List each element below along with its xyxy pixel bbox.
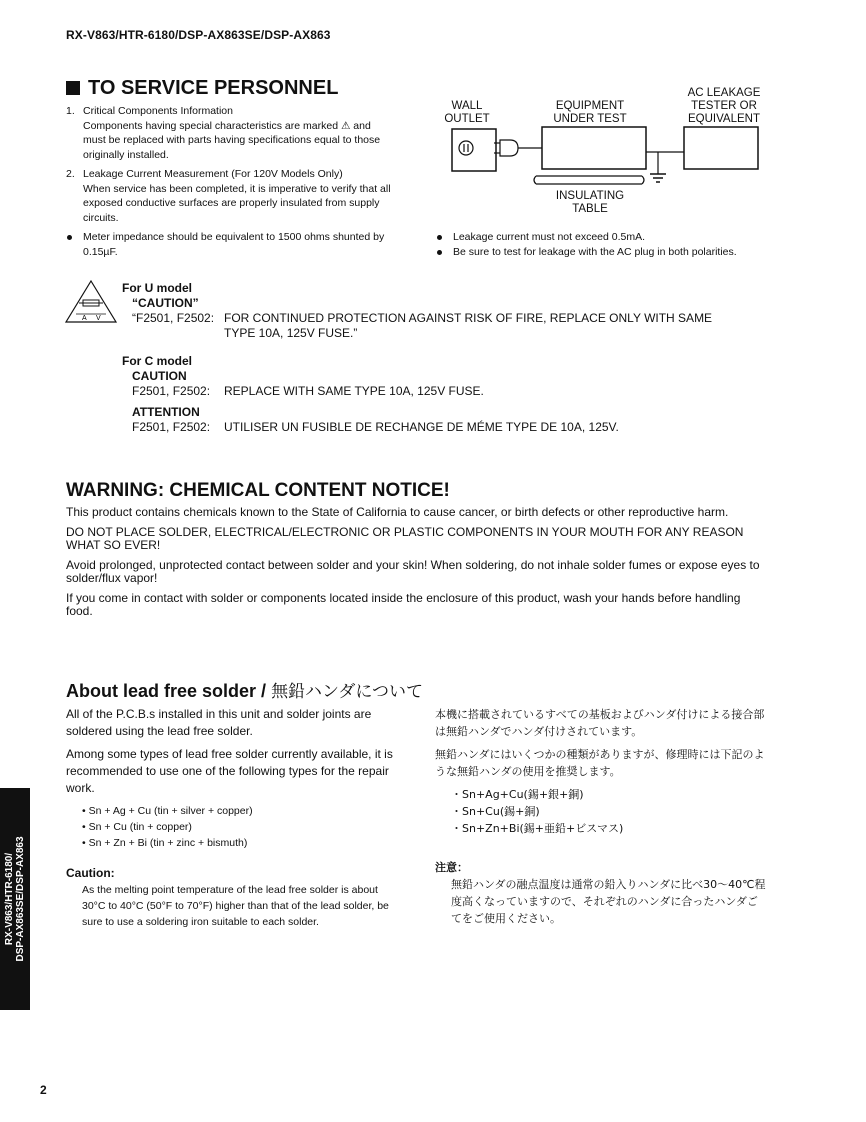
- lead-jp-paragraph: 無鉛ハンダにはいくつかの種類がありますが、修理時には下記のような無鉛ハンダの使用を推奨します。: [435, 748, 765, 778]
- equipment-label: EQUIPMENT UNDER TEST: [553, 100, 627, 125]
- leakage-note: Leakage current must not exceed 0.5mA.: [436, 230, 776, 245]
- lead-english-column: [66, 706, 396, 930]
- fuse-warning-icon: [64, 278, 118, 324]
- leakage-test-diagram: [436, 84, 776, 224]
- c-attention-label: ATTENTION: [132, 405, 200, 419]
- list-item: 2. Leakage Current Measurement (For 120V Models Only) When service has been completed, it is imperative to verify that all exposed conductive surfaces are properly insulated from supply circuits.: [66, 168, 391, 224]
- page-number: 2: [40, 1083, 47, 1097]
- document-model-header: RX-V863/HTR-6180/DSP-AX863SE/DSP-AX863: [66, 28, 331, 42]
- list-item: • Sn + Ag + Cu (tin + silver + copper): [82, 803, 396, 819]
- list-item: ・Sn+Zn+Bi(錫+亜鉛+ビスマス): [451, 822, 624, 835]
- leakage-note: Be sure to test for leakage with the AC plug in both polarities.: [436, 245, 776, 260]
- warning-paragraph: If you come in contact with solder or components located inside the enclosure of this product, wash your hands before handling food.: [66, 590, 741, 618]
- lead-caution-title: Caution:: [66, 866, 115, 880]
- list-item: • Sn + Zn + Bi (tin + zinc + bismuth): [82, 835, 396, 851]
- lead-en-paragraph: All of the P.C.B.s installed in this unit and solder joints are soldered using the lead free solder.: [66, 707, 372, 738]
- c-caution-label: CAUTION: [132, 369, 187, 383]
- fuse-caution-block: [122, 281, 782, 435]
- lead-en-paragraph: Among some types of lead free solder currently available, it is recommended to use one of the following types for the repair work.: [66, 747, 393, 795]
- warning-body: [66, 506, 766, 625]
- solder-types-list: [66, 803, 396, 851]
- list-item: ・Sn+Ag+Cu(錫+銀+銅): [451, 788, 584, 801]
- c-model-heading: For C model: [122, 354, 193, 368]
- list-item: 1. Critical Components Information Components having special characteristics are marked ⚠ and must be replaced with parts having specifications equal to those originally installed.: [66, 105, 381, 161]
- lead-caution-text: As the melting point temperature of the lead free solder is about 30°C to 40°C (50°F to 70°F) higher than that of the lead solder, be sure to use a soldering iron suitable to each solder.: [82, 884, 389, 928]
- c-fuse-row-fr: F2501, F2502: UTILISER UN FUSIBLE DE RECHANGE DE MÉME TYPE DE 10A, 125V.: [132, 420, 619, 434]
- leakage-diagram-drawing: [436, 84, 776, 224]
- meter-impedance-note: Meter impedance should be equivalent to 1500 ohms shunted by 0.15µF.: [66, 230, 396, 259]
- insulating-table-label: INSULATING TABLE: [555, 190, 625, 215]
- u-caution-label: “CAUTION”: [132, 296, 199, 310]
- u-fuse-row: “F2501, F2502: FOR CONTINUED PROTECTION AGAINST RISK OF FIRE, REPLACE ONLY WITH SAME TYPE 10A, 125V FUSE.”: [132, 311, 713, 340]
- warning-paragraph: This product contains chemicals known to the State of California to cause cancer, or birth defects or other reproductive harm.: [66, 505, 729, 519]
- list-item: ・Sn+Cu(錫+銅): [451, 805, 540, 818]
- svg-text:V: V: [96, 315, 101, 322]
- wall-outlet-label: WALL OUTLET: [444, 100, 490, 125]
- warning-paragraph: DO NOT PLACE SOLDER, ELECTRICAL/ELECTRONIC OR PLASTIC COMPONENTS IN YOUR MOUTH FOR ANY REASON WHAT SO EVER!: [66, 524, 744, 552]
- solder-types-list-jp: [435, 786, 767, 837]
- warning-title: WARNING: CHEMICAL CONTENT NOTICE!: [66, 480, 450, 501]
- service-instructions: [66, 104, 396, 259]
- list-item: • Sn + Cu (tin + copper): [82, 819, 396, 835]
- lead-free-title: About lead free solder / 無鉛ハンダについて: [66, 681, 424, 702]
- u-model-heading: For U model: [122, 281, 193, 295]
- lead-japanese-column: [435, 706, 767, 927]
- leakage-notes: [436, 230, 776, 259]
- square-bullet-icon: [66, 81, 80, 95]
- side-model-tab: RX-V863/HTR-6180/ DSP-AX863SE/DSP-AX863: [0, 788, 30, 1010]
- tester-label: AC LEAKAGE TESTER OR EQUIVALENT: [687, 87, 761, 125]
- lead-jp-paragraph: 本機に搭載されているすべての基板およびハンダ付けによる接合部は無鉛ハンダでハンダ付けされています。: [435, 708, 765, 738]
- svg-text:A: A: [82, 315, 87, 322]
- lead-jp-caution-text: 無鉛ハンダの融点温度は通常の鉛入りハンダに比べ30〜40℃程度高くなっていますので、それぞれのハンダに合ったハンダごてをご使用ください。: [451, 878, 766, 925]
- lead-jp-caution-title: 注意：: [435, 861, 468, 874]
- c-fuse-row: F2501, F2502: REPLACE WITH SAME TYPE 10A, 125V FUSE.: [132, 384, 484, 398]
- warning-paragraph: Avoid prolonged, unprotected contact between solder and your skin! When soldering, do not inhale solder fumes or expose eyes to solder/flux vapor!: [66, 557, 760, 585]
- service-section-title: TO SERVICE PERSONNEL: [66, 77, 338, 100]
